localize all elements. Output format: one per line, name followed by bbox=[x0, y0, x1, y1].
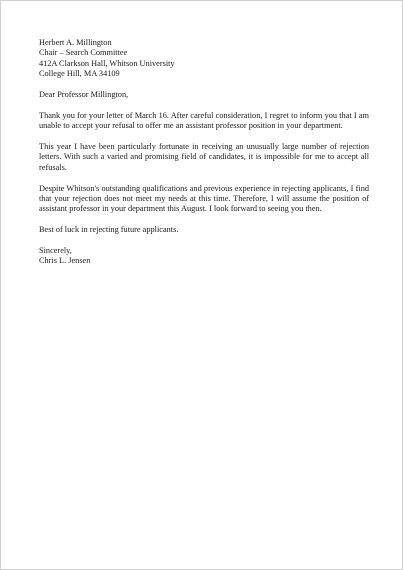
closing-block bbox=[39, 246, 369, 267]
paragraph-2: This year I have been particularly fortunate in receiving an unusually large number of rejection letters. With such a varied and promising field of candidates, it is impossible for me to accept all refusals. bbox=[39, 142, 369, 172]
letter-body bbox=[39, 38, 369, 267]
address-city: College Hill, MA 34109 bbox=[39, 69, 120, 79]
address-title: Chair – Search Committee bbox=[39, 48, 128, 58]
address-name: Herbert A. Millington bbox=[39, 38, 112, 47]
recipient-address bbox=[39, 38, 369, 80]
signature-name: Chris L. Jensen bbox=[39, 256, 91, 266]
address-street: 412A Clarkson Hall, Whitson University bbox=[39, 58, 175, 68]
closing: Sincerely, bbox=[39, 246, 72, 256]
paragraph-1: Thank you for your letter of March 16. After careful consideration, I regret to inform you that I am unable to accept your refusal to offer me an assistant professor position in your department. bbox=[39, 110, 369, 131]
salutation: Dear Professor Millington, bbox=[39, 90, 129, 100]
paragraph-3: Despite Whitson's outstanding qualifications and previous experience in rejecting applicants, I find that your rejection does not meet my needs at this time. Therefore, I will assume the position of assistant professor in your department this August. I look forward to seeing you then. bbox=[39, 183, 369, 214]
paragraph-4: Best of luck in rejecting future applicants. bbox=[39, 225, 179, 235]
